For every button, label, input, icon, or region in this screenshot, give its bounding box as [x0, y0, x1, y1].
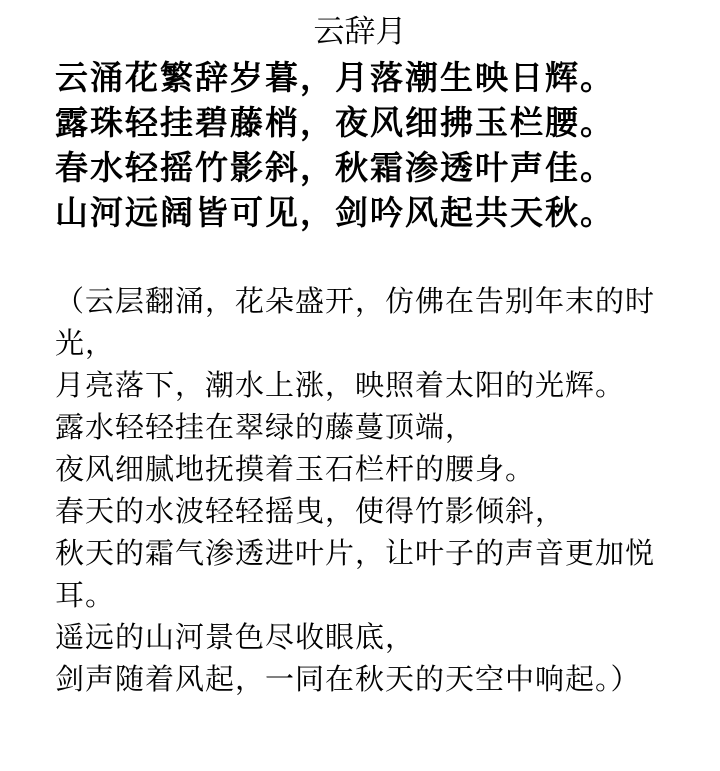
- poem-line: 春水轻摇竹影斜，秋霜渗透叶声佳。: [55, 148, 615, 187]
- translation-line: 月亮落下，潮水上涨，映照着太阳的光辉。: [55, 368, 626, 402]
- poem-body: [55, 55, 715, 235]
- poem-line: 山河远阔皆可见，剑吟风起共天秋。: [55, 193, 615, 232]
- poem-line: 云涌花繁辞岁暮，月落潮生映日辉。: [55, 58, 615, 97]
- translation-line: 春天的水波轻轻摇曳，使得竹影倾斜，: [55, 494, 566, 528]
- poem-title: 云辞月: [313, 14, 407, 50]
- translation-line: 夜风细腻地抚摸着玉石栏杆的腰身。: [55, 452, 536, 486]
- translation-line: 露水轻轻挂在翠绿的藤蔓顶端，: [55, 410, 476, 444]
- translation-line: （云层翻涌，花朵盛开，仿佛在告别年末的时光，: [55, 284, 656, 360]
- poem-line: 露珠轻挂碧藤梢，夜风细拂玉栏腰。: [55, 103, 615, 142]
- translation-line: 遥远的山河景色尽收眼底，: [55, 620, 416, 654]
- translation-body: [55, 280, 675, 700]
- translation-line: 秋天的霜气渗透进叶片，让叶子的声音更加悦耳。: [55, 536, 656, 612]
- translation-line: 剑声随着风起，一同在秋天的天空中响起。）: [55, 662, 641, 696]
